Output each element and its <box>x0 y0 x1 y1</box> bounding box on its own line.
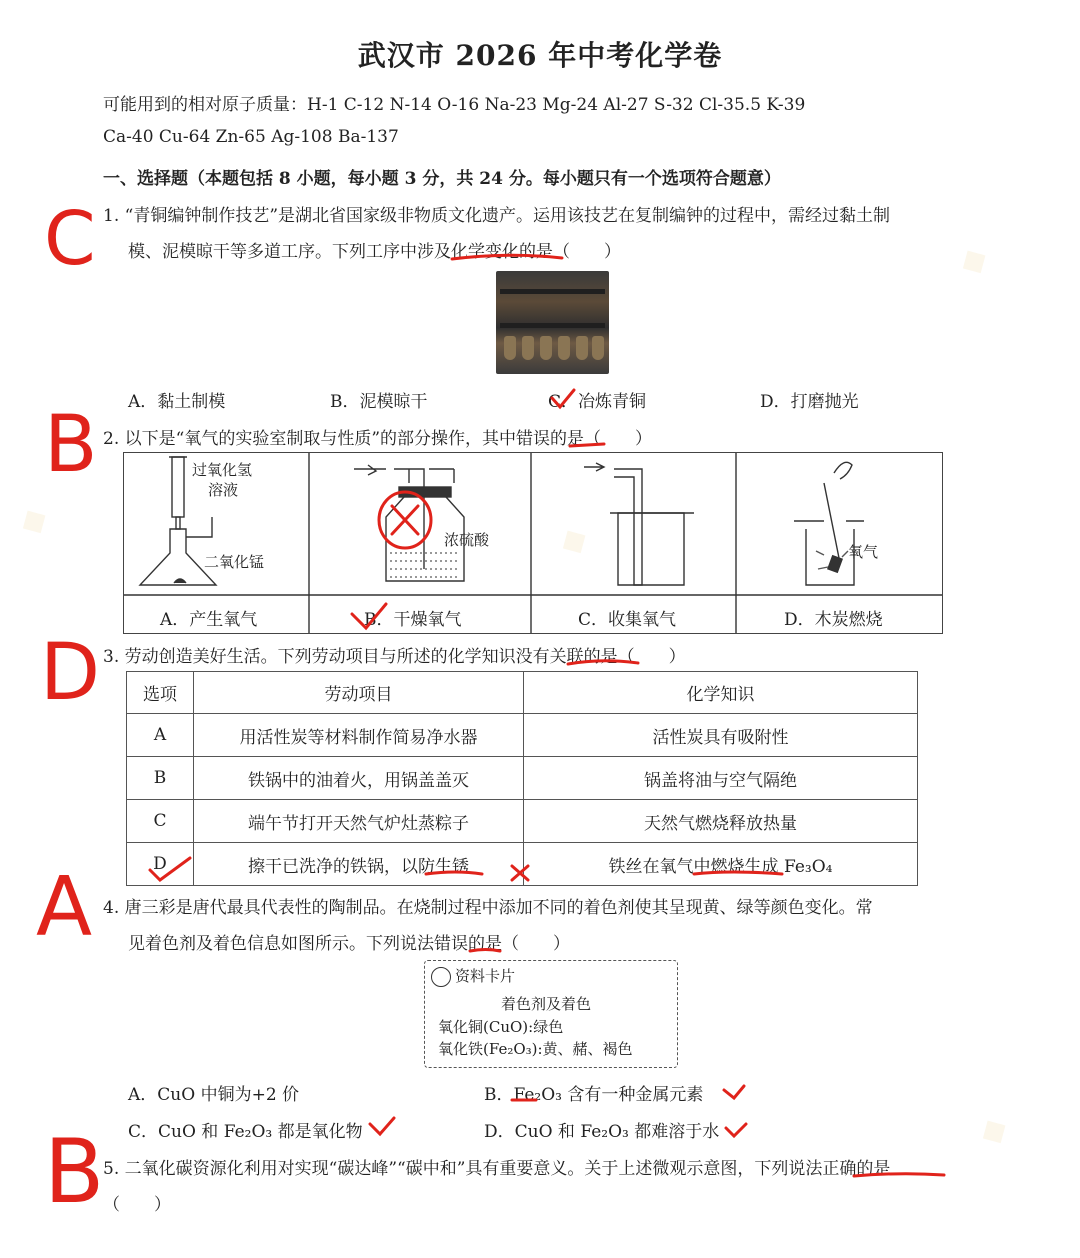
q4-option-b: B．Fe₂O₃ 含有一种金属元素 <box>484 1085 704 1105</box>
q2-caption-b: B．干燥氧气 <box>364 610 462 630</box>
watermark: ◆ <box>11 496 55 544</box>
q3-table <box>126 671 918 886</box>
q1-option-b: B．泥模晾干 <box>330 392 428 412</box>
table-cell: 铁锅中的油着火，用锅盖盖灭 <box>194 757 524 800</box>
table-cell: 端午节打开天然气炉灶蒸粽子 <box>194 800 524 843</box>
watermark: ◆ <box>551 516 595 564</box>
q4-stem-line-1: 4. 唐三彩是唐代最具代表性的陶制品。在烧制过程中添加不同的着色剂使其呈现黄、绿等颜色变化。常 <box>103 898 873 918</box>
table-header: 化学知识 <box>524 672 918 714</box>
section-heading: 一、选择题（本题包括 8 小题，每小题 3 分，共 24 分。每小题只有一个选项符合题意） <box>103 169 781 189</box>
label-solution: 溶液 <box>208 481 239 499</box>
exam-title: 武汉市 2026 年中考化学卷 <box>357 39 723 72</box>
handwritten-answer-q2: B <box>44 400 98 490</box>
label-oxygen: 氧气 <box>848 543 879 561</box>
table-cell: D <box>127 843 194 886</box>
atomic-mass-line-1: 可能用到的相对原子质量：H-1 C-12 N-14 O-16 Na-23 Mg-24 Al-27 S-32 Cl-35.5 K-39 <box>103 95 806 115</box>
q4-option-c: C．CuO 和 Fe₂O₃ 都是氧化物 <box>128 1122 363 1142</box>
table-cell: 活性炭具有吸附性 <box>524 714 918 757</box>
q2-caption-d: D．木炭燃烧 <box>784 610 883 630</box>
card-title: 资料卡片 <box>455 967 516 985</box>
q3-stem: 3. 劳动创造美好生活。下列劳动项目与所述的化学知识没有关联的是（ ） <box>103 647 686 667</box>
q2-caption-a: A．产生氧气 <box>160 610 258 630</box>
q2-caption-c: C．收集氧气 <box>578 610 677 630</box>
label-hydrogen-peroxide: 过氧化氢 <box>192 461 253 479</box>
label-concentrated-sulfuric-acid: 浓硫酸 <box>444 531 490 549</box>
handwritten-answer-q3: D <box>40 628 101 718</box>
check-mark <box>726 1124 746 1136</box>
handwritten-answer-q5: B <box>44 1120 105 1223</box>
table-row <box>127 757 918 800</box>
q1-option-c: C．冶炼青铜 <box>548 392 647 412</box>
table-cell: A <box>127 714 194 757</box>
table-header: 劳动项目 <box>194 672 524 714</box>
table-cell: 铁丝在氧气中燃烧生成 Fe₃O₄ <box>524 843 918 886</box>
card-heading: 着色剂及着色 <box>501 995 592 1013</box>
q4-option-a: A．CuO 中铜为+2 价 <box>128 1085 300 1105</box>
table-cell: C <box>127 800 194 843</box>
table-cell: 擦干已洗净的铁锅，以防生锈 <box>194 843 524 886</box>
table-cell: 用活性炭等材料制作简易净水器 <box>194 714 524 757</box>
table-cell: B <box>127 757 194 800</box>
bronze-bells-photo <box>496 271 609 374</box>
table-cell: 锅盖将油与空气隔绝 <box>524 757 918 800</box>
table-header: 选项 <box>127 672 194 714</box>
q4-option-d: D．CuO 和 Fe₂O₃ 都难溶于水 <box>484 1122 720 1142</box>
table-row <box>127 800 918 843</box>
q1-option-a: A．黏土制模 <box>128 392 226 412</box>
table-cell: 天然气燃烧释放热量 <box>524 800 918 843</box>
q4-stem-line-2: 见着色剂及着色信息如图所示。下列说法错误的是（ ） <box>128 934 570 954</box>
check-mark <box>370 1118 394 1134</box>
atomic-mass-line-2: Ca-40 Cu-64 Zn-65 Ag-108 Ba-137 <box>103 127 399 147</box>
table-row <box>127 843 918 886</box>
book-icon <box>431 967 451 987</box>
handwritten-answer-q4: A <box>36 860 93 955</box>
q2-stem: 2. 以下是“氧气的实验室制取与性质”的部分操作，其中错误的是（ ） <box>103 429 653 449</box>
handwritten-answer-q1: C <box>44 196 96 282</box>
card-line-cuo: 氧化铜(CuO):绿色 <box>438 1018 564 1036</box>
check-mark <box>724 1086 744 1098</box>
q1-stem-line-1: 1. “青铜编钟制作技艺”是湖北省国家级非物质文化遗产。运用该技艺在复制编钟的过程中，需经过黏土制 <box>103 206 891 226</box>
label-manganese-dioxide: 二氧化锰 <box>204 553 265 571</box>
q2-apparatus-panel <box>123 452 943 634</box>
watermark: ◆ <box>971 1106 1015 1154</box>
q1-option-d: D．打磨抛光 <box>760 392 859 412</box>
info-card <box>424 960 678 1068</box>
q5-stem-line-2: （ ） <box>103 1195 171 1215</box>
q1-stem-line-2: 模、泥模晾干等多道工序。下列工序中涉及化学变化的是（ ） <box>128 242 621 262</box>
watermark: ◆ <box>951 236 995 284</box>
q5-stem-line-1: 5. 二氧化碳资源化利用对实现“碳达峰”“碳中和”具有重要意义。关于上述微观示意图，下列说法正确的是 <box>103 1159 891 1179</box>
table-row <box>127 714 918 757</box>
card-line-fe2o3: 氧化铁(Fe₂O₃):黄、赭、褐色 <box>438 1040 633 1058</box>
